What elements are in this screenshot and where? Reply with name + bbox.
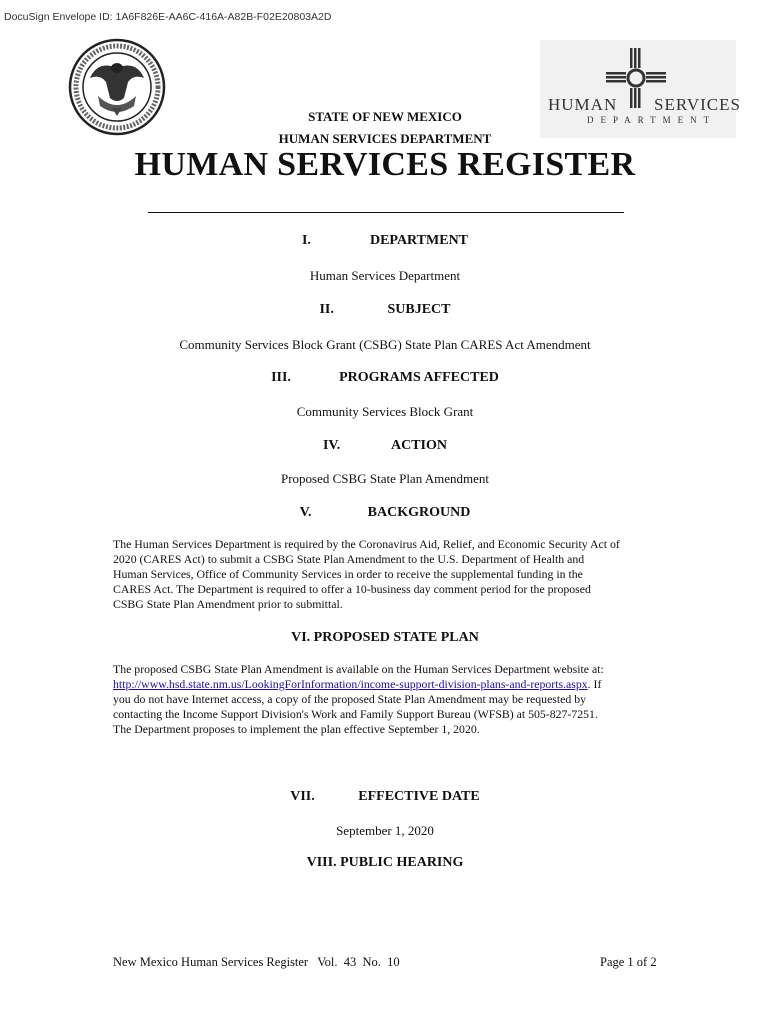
section-title: BACKGROUND — [367, 505, 471, 520]
section-title: EFFECTIVE DATE — [358, 789, 480, 804]
volume-number: 43 — [343, 955, 357, 969]
link-tail-text: . If — [587, 677, 602, 691]
paragraph-line: The proposed CSBG State Plan Amendment is available on the Human Services Department website at: — [113, 662, 604, 676]
hsd-word-right: SERVICES — [654, 95, 741, 114]
paragraph-line: The Human Services Department is required by the Coronavirus Aid, Relief, and Economic Security Act of — [113, 537, 620, 551]
paragraph-line: you do not have Internet access, a copy of the proposed State Plan Amendment may be requested by — [113, 692, 587, 706]
issue-label: No. — [362, 955, 381, 969]
section-i-heading — [0, 233, 770, 249]
section-viii-heading: VIII. PUBLIC HEARING — [306, 855, 464, 870]
section-number: VII. — [290, 789, 315, 804]
section-iv-heading — [0, 438, 770, 454]
proposed-plan-paragraph — [113, 662, 663, 737]
paragraph-line: CARES Act. The Department is required to offer a 10-business day comment period for the proposed — [113, 582, 591, 596]
section-number: II. — [319, 302, 334, 317]
docusign-envelope-id: DocuSign Envelope ID: 1A6F826E-AA6C-416A-A82B-F02E20803A2D — [4, 11, 332, 23]
paragraph-line — [113, 677, 663, 692]
section-i-text: Human Services Department — [309, 268, 461, 283]
section-ii-heading — [0, 302, 770, 318]
paragraph-line: contacting the Income Support Division's Work and Family Support Bureau (WFSB) at 505-827-7251. — [113, 707, 598, 721]
volume-label: Vol. — [317, 955, 338, 969]
section-number: III. — [271, 370, 291, 385]
section-iii-heading — [0, 370, 770, 386]
section-vii-heading — [0, 789, 770, 805]
section-title: SUBJECT — [387, 302, 451, 317]
section-iv-text: Proposed CSBG State Plan Amendment — [281, 471, 489, 486]
issue-number: 10 — [387, 955, 400, 969]
section-v-heading — [0, 505, 770, 521]
section-number: IV. — [322, 438, 341, 453]
section-number: I. — [301, 233, 311, 248]
paragraph-line: 2020 (CARES Act) to submit a CSBG State Plan Amendment to the U.S. Department of Health and — [113, 552, 585, 566]
hsd-word-left: HUMAN — [548, 95, 618, 114]
paragraph-line: CSBG State Plan Amendment prior to submittal. — [113, 597, 343, 611]
section-title: PROGRAMS AFFECTED — [339, 370, 499, 385]
publication-name: New Mexico Human Services Register — [113, 955, 309, 969]
footer-publication — [113, 955, 400, 970]
section-title: ACTION — [390, 438, 447, 453]
page-title: HUMAN SERVICES REGISTER — [134, 146, 636, 183]
section-ii-text: Community Services Block Grant (CSBG) State Plan CARES Act Amendment — [179, 337, 591, 352]
section-title: DEPARTMENT — [369, 233, 469, 248]
section-number: V. — [299, 505, 312, 520]
section-vi-heading: VI. PROPOSED STATE PLAN — [291, 630, 479, 645]
department-name: HUMAN SERVICES DEPARTMENT — [278, 131, 492, 146]
paragraph-line: Human Services, Office of Community Services in order to receive the supplemental funding in the — [113, 567, 583, 581]
effective-date-text: September 1, 2020 — [336, 823, 434, 838]
page-number: Page 1 of 2 — [600, 955, 657, 969]
hsd-dept-text: DEPARTMENT — [587, 115, 717, 125]
background-paragraph — [113, 537, 663, 612]
state-name: STATE OF NEW MEXICO — [308, 109, 462, 124]
title-rule — [148, 212, 624, 213]
plans-reports-link[interactable]: http://www.hsd.state.nm.us/LookingForInformation/income-support-division-plans-and-reports.aspx — [113, 677, 588, 691]
section-iii-text: Community Services Block Grant — [296, 404, 474, 419]
paragraph-line: The Department proposes to implement the plan effective September 1, 2020. — [113, 722, 480, 736]
